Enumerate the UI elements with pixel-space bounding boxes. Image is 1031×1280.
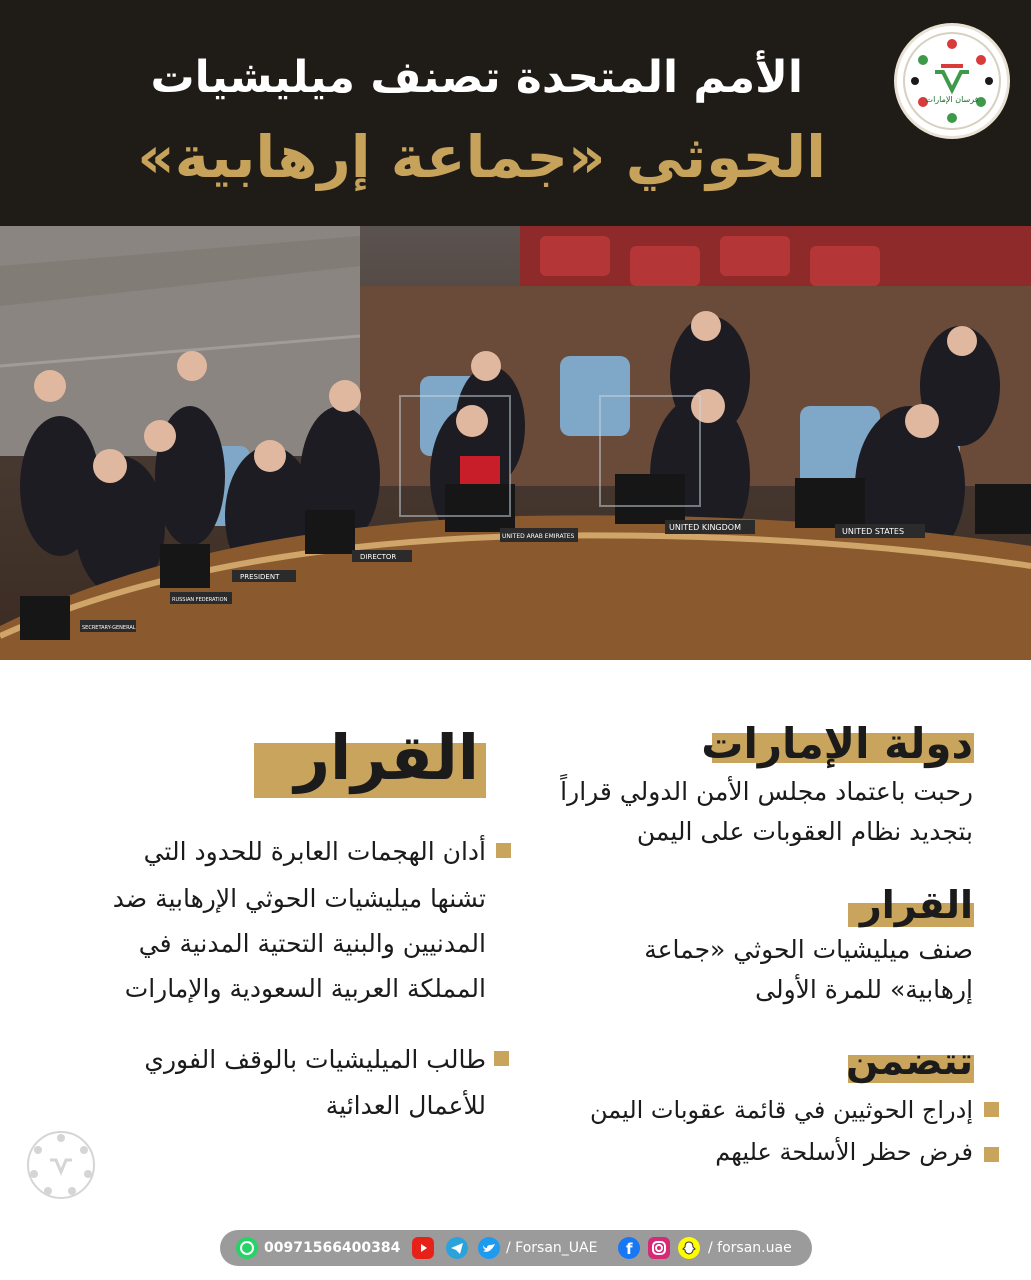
left-point1-line2: تشنها ميليشيات الحوثي الإرهابية ضد bbox=[112, 884, 486, 913]
watermark-logo bbox=[24, 1128, 98, 1202]
placard-director: DIRECTOR bbox=[360, 553, 397, 561]
left-decision-heading: القرار bbox=[294, 721, 479, 794]
footer-handle[interactable]: / Forsan_UAE bbox=[506, 1240, 598, 1256]
instagram-icon[interactable] bbox=[648, 1237, 670, 1259]
page-title-line1: الأمم المتحدة تصنف ميليشيات bbox=[150, 52, 803, 103]
left-point2-line2: للأعمال العدائية bbox=[325, 1091, 486, 1120]
page-title-line2: الحوثي «جماعة إرهابية» bbox=[137, 123, 826, 191]
placard-us: UNITED STATES bbox=[842, 527, 905, 536]
header-banner bbox=[0, 0, 1031, 226]
uae-heading: دولة الإمارات bbox=[701, 719, 973, 768]
includes-bullet-2 bbox=[984, 1147, 999, 1162]
placard-president: PRESIDENT bbox=[240, 573, 280, 581]
placard-russia: RUSSIAN FEDERATION bbox=[172, 597, 228, 603]
decision-text-line1: صنف ميليشيات الحوثي «جماعة bbox=[644, 935, 973, 964]
forsan-logo bbox=[897, 26, 1007, 136]
includes-item-2: فرض حظر الأسلحة عليهم bbox=[715, 1138, 973, 1166]
decision-heading: القرار bbox=[859, 883, 973, 927]
snapchat-icon[interactable] bbox=[678, 1237, 700, 1259]
whatsapp-icon[interactable] bbox=[236, 1237, 258, 1259]
decision-text-line2: إرهابية» للمرة الأولى bbox=[755, 975, 973, 1004]
facebook-icon[interactable] bbox=[618, 1237, 640, 1259]
security-council-photo bbox=[0, 226, 1031, 660]
footer-website[interactable]: / forsan.uae bbox=[708, 1240, 792, 1256]
telegram-icon[interactable] bbox=[446, 1237, 468, 1259]
includes-heading: تتضمن bbox=[846, 1039, 973, 1083]
placard-uae: UNITED ARAB EMIRATES bbox=[502, 533, 575, 540]
uae-text-line1: رحبت باعتماد مجلس الأمن الدولي قراراً bbox=[560, 777, 973, 806]
left-point1-line3: المدنيين والبنية التحتية المدنية في bbox=[138, 929, 486, 958]
uae-text-line2: بتجديد نظام العقوبات على اليمن bbox=[636, 817, 973, 846]
left-point1-line4: المملكة العربية السعودية والإمارات bbox=[124, 974, 486, 1003]
left-point1-line1: أدان الهجمات العابرة للحدود التي bbox=[143, 837, 486, 866]
left-bullet-1 bbox=[496, 843, 511, 858]
svg-text:f: f bbox=[626, 1240, 633, 1258]
left-bullet-2 bbox=[494, 1051, 509, 1066]
includes-item-1: إدراج الحوثيين في قائمة عقوبات اليمن bbox=[589, 1096, 973, 1124]
includes-bullet-1 bbox=[984, 1102, 999, 1117]
youtube-icon[interactable] bbox=[412, 1237, 434, 1259]
placard-secretary-general: SECRETARY-GENERAL bbox=[82, 625, 136, 631]
logo-text: فرسان الإمارات bbox=[925, 95, 979, 104]
footer-phone[interactable]: 00971566400384 bbox=[264, 1240, 401, 1256]
twitter-icon[interactable] bbox=[478, 1237, 500, 1259]
placard-uk: UNITED KINGDOM bbox=[669, 523, 741, 532]
left-point2-line1: طالب الميليشيات بالوقف الفوري bbox=[144, 1045, 486, 1074]
